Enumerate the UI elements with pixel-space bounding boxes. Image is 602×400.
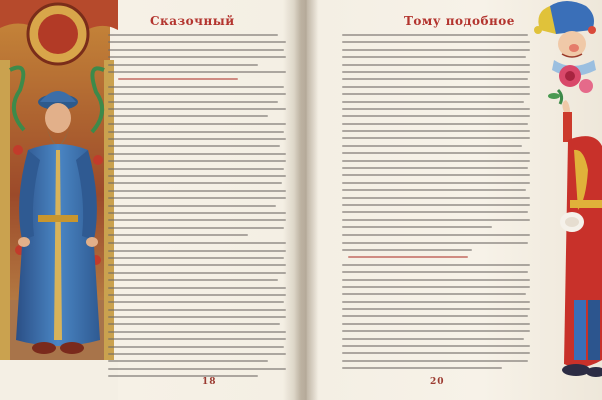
right-page-text: [342, 34, 530, 375]
left-page-text: [108, 34, 286, 383]
book-gutter: [294, 0, 318, 400]
left-page-number: 18: [202, 377, 217, 387]
bearded-man-in-robe-illustration: [0, 0, 122, 400]
left-page-title: Сказочный: [150, 14, 235, 28]
right-page-number: 20: [430, 377, 445, 387]
right-page-title: Тому подобное: [404, 14, 515, 28]
jester-with-flowers-illustration: [530, 0, 602, 400]
